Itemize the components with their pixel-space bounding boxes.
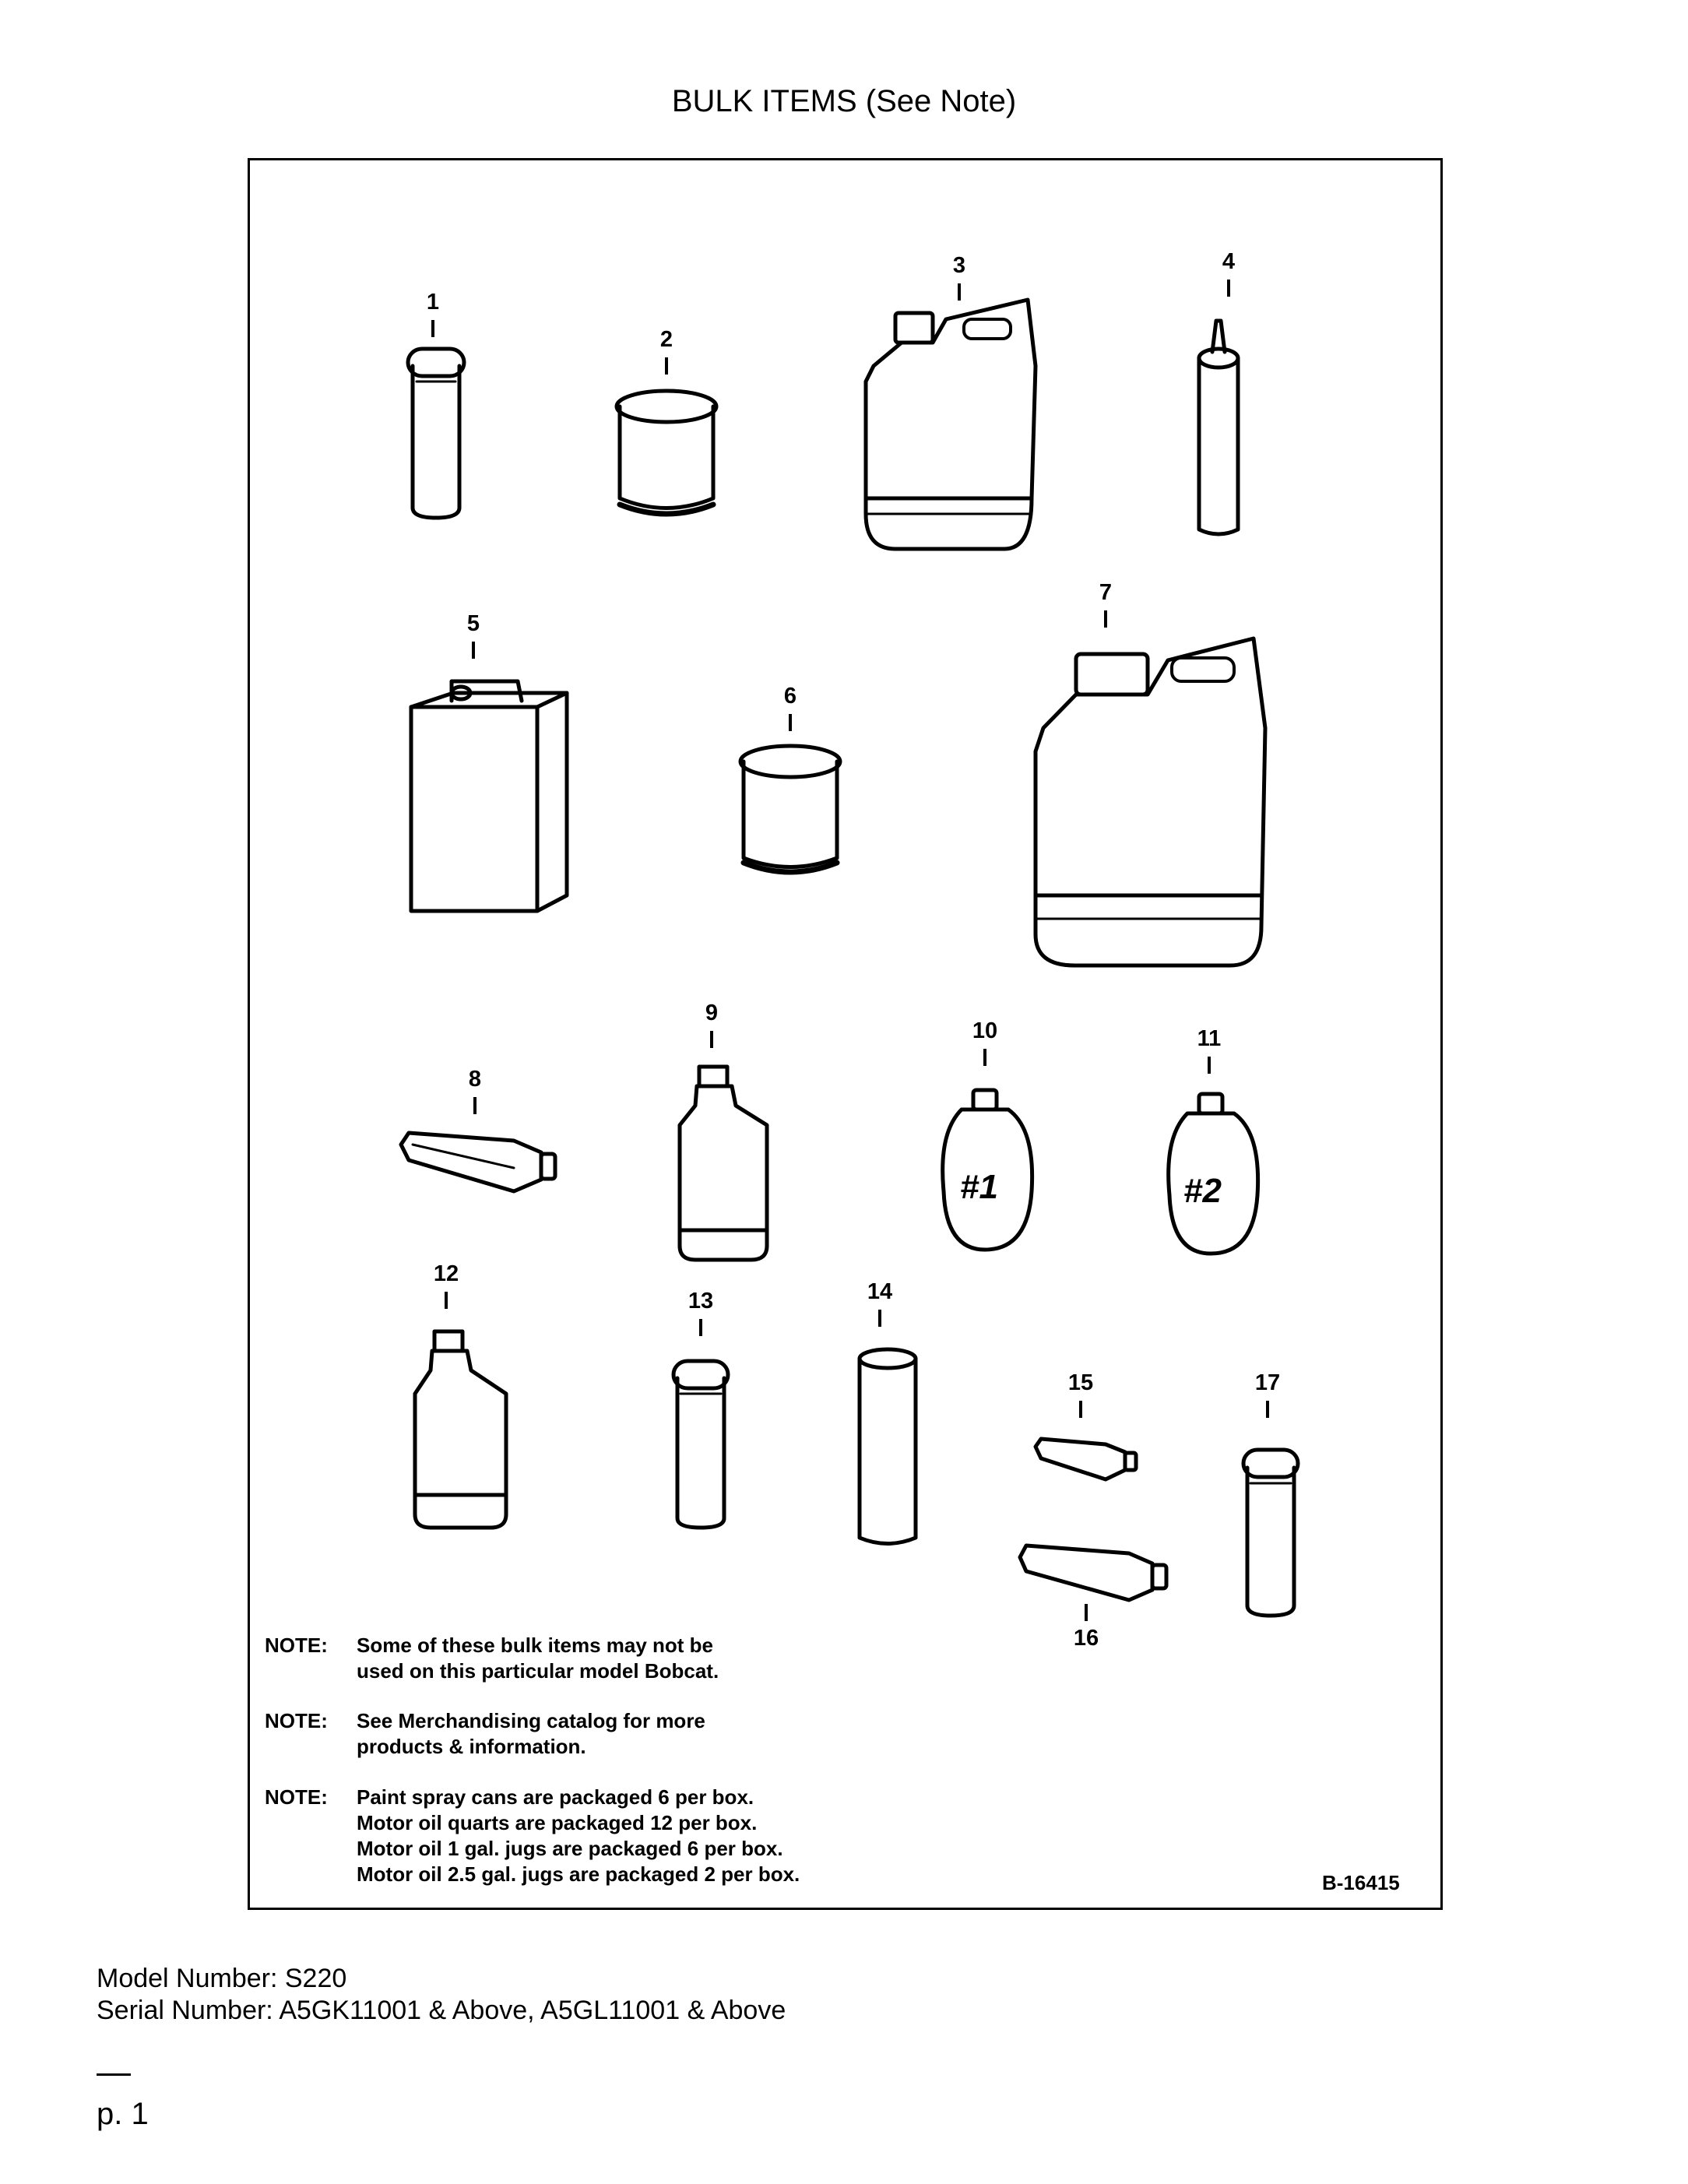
callout-4 (1197, 249, 1260, 297)
bottle-label-1: #1 (960, 1168, 998, 1206)
callout-16 (1055, 1604, 1117, 1651)
callout-1 (402, 290, 464, 337)
drawing-reference: B-16415 (1322, 1871, 1400, 1894)
model-number: Model Number: S220 (97, 1964, 347, 1993)
callout-number: 13 (688, 1289, 714, 1314)
item-8-tube (401, 1133, 555, 1191)
callout-17 (1236, 1370, 1299, 1418)
item-15-small-tube (1036, 1439, 1136, 1479)
callout-number: 9 (705, 1001, 719, 1025)
note-line: Paint spray cans are packaged 6 per box. (357, 1785, 754, 1809)
callout-13 (670, 1289, 732, 1336)
callout-6 (759, 684, 821, 731)
item-13-spray-can (673, 1361, 728, 1528)
callout-number: 8 (468, 1067, 482, 1092)
item-1-spray-can (408, 349, 464, 518)
item-3-jug (866, 300, 1036, 549)
note-label: NOTE: (265, 1709, 328, 1732)
item-12-quart-bottle (415, 1331, 506, 1528)
callout-number: 5 (466, 611, 480, 636)
item-9-quart-bottle (680, 1067, 767, 1260)
note-line: products & information. (357, 1735, 586, 1758)
footer-rule (97, 2073, 131, 2076)
note-3 (265, 1785, 800, 1887)
callout-2 (635, 327, 698, 375)
bottle-label-2: #2 (1183, 1172, 1222, 1210)
item-17-spray-can (1243, 1450, 1298, 1616)
note-2 (265, 1708, 705, 1760)
callout-14 (849, 1279, 911, 1327)
item-4-caulk-tube (1199, 321, 1238, 534)
page-title: BULK ITEMS (See Note) (671, 84, 1017, 118)
note-line: Motor oil 2.5 gal. jugs are packaged 2 per box. (357, 1862, 800, 1886)
item-16-tube (1020, 1546, 1166, 1600)
callout-number: 12 (433, 1261, 459, 1286)
item-14-grease-cartridge (860, 1349, 916, 1544)
callout-number: 3 (952, 253, 966, 278)
callout-8 (444, 1067, 506, 1114)
note-label: NOTE: (265, 1785, 328, 1809)
callout-number: 11 (1197, 1026, 1222, 1051)
callout-7 (1074, 580, 1137, 628)
item-2-can (617, 391, 716, 514)
note-1 (265, 1633, 719, 1684)
callout-number: 1 (426, 290, 440, 315)
callout-10 (954, 1018, 1016, 1066)
item-5-metal-can (411, 681, 567, 911)
callout-11 (1178, 1026, 1240, 1074)
callout-3 (928, 253, 990, 301)
item-6-can (740, 746, 840, 872)
callout-15 (1050, 1370, 1112, 1418)
callout-number: 17 (1254, 1370, 1281, 1395)
callout-number: 7 (1099, 580, 1113, 605)
callout-12 (415, 1261, 477, 1309)
page-number: p. 1 (97, 2097, 149, 2131)
callout-number: 6 (783, 684, 797, 709)
callout-5 (442, 611, 505, 659)
callout-number: 2 (659, 327, 673, 352)
callout-number: 14 (867, 1279, 893, 1304)
serial-number: Serial Number: A5GK11001 & Above, A5GL11001 & Above (97, 1996, 786, 2025)
note-line: Motor oil 1 gal. jugs are packaged 6 per box. (357, 1837, 783, 1860)
callout-9 (680, 1001, 743, 1048)
note-line: See Merchandising catalog for more (357, 1709, 705, 1732)
callout-number: 15 (1067, 1370, 1094, 1395)
note-label: NOTE: (265, 1634, 328, 1657)
note-line: Some of these bulk items may not be (357, 1634, 713, 1657)
callout-number: 16 (1073, 1626, 1099, 1651)
note-line: used on this particular model Bobcat. (357, 1659, 719, 1683)
note-line: Motor oil quarts are packaged 12 per box. (357, 1811, 758, 1834)
item-7-large-jug (1036, 638, 1265, 965)
callout-number: 10 (972, 1018, 998, 1043)
callout-number: 4 (1222, 249, 1236, 274)
